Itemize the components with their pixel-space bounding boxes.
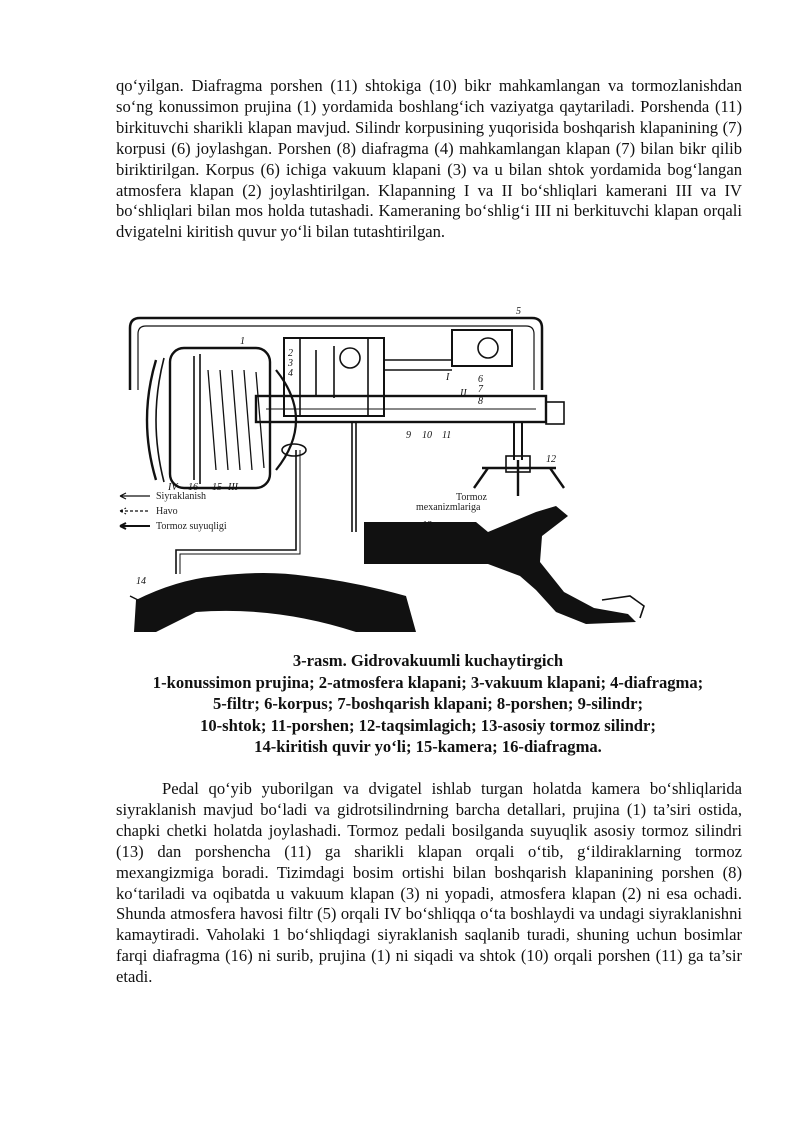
label-mexanizmlariga: mexanizmlariga: [416, 502, 481, 513]
num-4: 4: [288, 368, 293, 379]
num-7: 7: [478, 384, 483, 395]
num-2: 2: [288, 348, 293, 359]
num-13: 13: [422, 520, 432, 531]
num-14: 14: [136, 576, 146, 587]
caption-line-5: 14-kiritish quvir yo‘li; 15-kamera; 16-diafragma.: [254, 737, 602, 757]
num-roman-2: II: [460, 388, 467, 399]
num-5: 5: [516, 306, 521, 317]
paragraph-bottom: Pedal qo‘yib yuborilgan va dvigatel ishlab turgan holatda kamera bo‘shliqlarida siyraklanish mavjud bo‘ladi va gidrotsilindrning barcha detallari, prujina (1) ta’siri ostida, chapki chetki holatda joylashadi. Tormoz pedali bosilganda suyuqlik asosiy tormoz silindri (13) dan porshencha (11) ga sharikli klapan orqali o‘tib, g‘ildiraklarning tormoz mexangizmiga boradi. Tizimdagi bosim ortishi bilan boshqarish klapanining porshen (8) ko‘tariladi va oqibatda u vakuum klapan (3) ni yopadi, atmosfera klapan (2) ni esa ochadi. Shunda atmosfera havosi filtr (5) orqali IV bo‘shliqqa o‘ta boshlaydi va undagi siyraklanishni kamaytiradi. Vaholaki 1 bo‘shliqdagi siyraklanish saqlanib turadi, shuning uchun bosimlar farqi diafragma (16) ni surib, prujina (1) ni siqadi va shtok (10) orqali porshen (11) ga ta’sir etadi.: [116, 779, 742, 987]
num-9: 9: [406, 430, 411, 441]
num-12: 12: [546, 454, 556, 465]
num-3: 3: [288, 358, 293, 369]
label-tormoz: Tormoz: [456, 492, 487, 503]
caption-line-4: 10-shtok; 11-porshen; 12-taqsimlagich; 13-asosiy tormoz silindr;: [200, 715, 656, 735]
paragraph-top: qo‘yilgan. Diafragma porshen (11) shtokiga (10) bikr mahkamlangan va tormozlanishdan so‘ng konussimon prujina (1) yordamida boshlang‘ich vaziyatga qaytariladi. Porshenda (11) birkituvchi sharikli klapan mavjud. Silindr korpusining yuqorisida boshqarish klapanining (7) korpusi (6) joylashgan. Porshen (8) diafragma (4) mahkamlangan klapan (7) bilan bikr qilib biriktirilgan. Korpus (6) ichiga vakuum klapani (3) va u bilan shtok yordamida bog‘langan atmosfera klapan (2) joylashtirilgan. Klapanning I va II bo‘shliqlari kamerani III va IV bo‘shliqlari bilan mos holda tutashadi. Kameraning bo‘shlig‘i III ni berkituvchi klapan orqali dvigatelni kiritish quvur yo‘li bilan tutashtirilgan.: [116, 76, 742, 242]
num-6: 6: [478, 374, 483, 385]
num-16: 16: [188, 482, 198, 493]
figure-caption: [100, 650, 756, 758]
caption-line-3: 5-filtr; 6-korpus; 7-boshqarish klapani; 8-porshen; 9-silindr;: [212, 694, 644, 714]
num-15: 15: [212, 482, 222, 493]
num-roman-3: III: [228, 482, 238, 493]
caption-line-2: 1-konussimon prujina; 2-atmosfera klapani; 3-vakuum klapani; 4-diafragma;: [152, 672, 704, 692]
num-8: 8: [478, 396, 483, 407]
legend-tormoz-suyuqligi: Tormoz suyuqligi: [156, 521, 227, 532]
num-roman-1: I: [446, 372, 450, 383]
num-1: 1: [240, 336, 245, 347]
legend-siyraklanish: Siyraklanish: [156, 491, 206, 502]
num-11: 11: [442, 430, 452, 441]
num-roman-4: IV: [168, 482, 178, 493]
figure-hydrovacuum-booster: [116, 300, 650, 632]
num-10: 10: [422, 430, 432, 441]
legend-havo: Havo: [156, 506, 178, 517]
caption-title: 3-rasm. Gidrovakuumli kuchaytirgich: [292, 651, 564, 670]
